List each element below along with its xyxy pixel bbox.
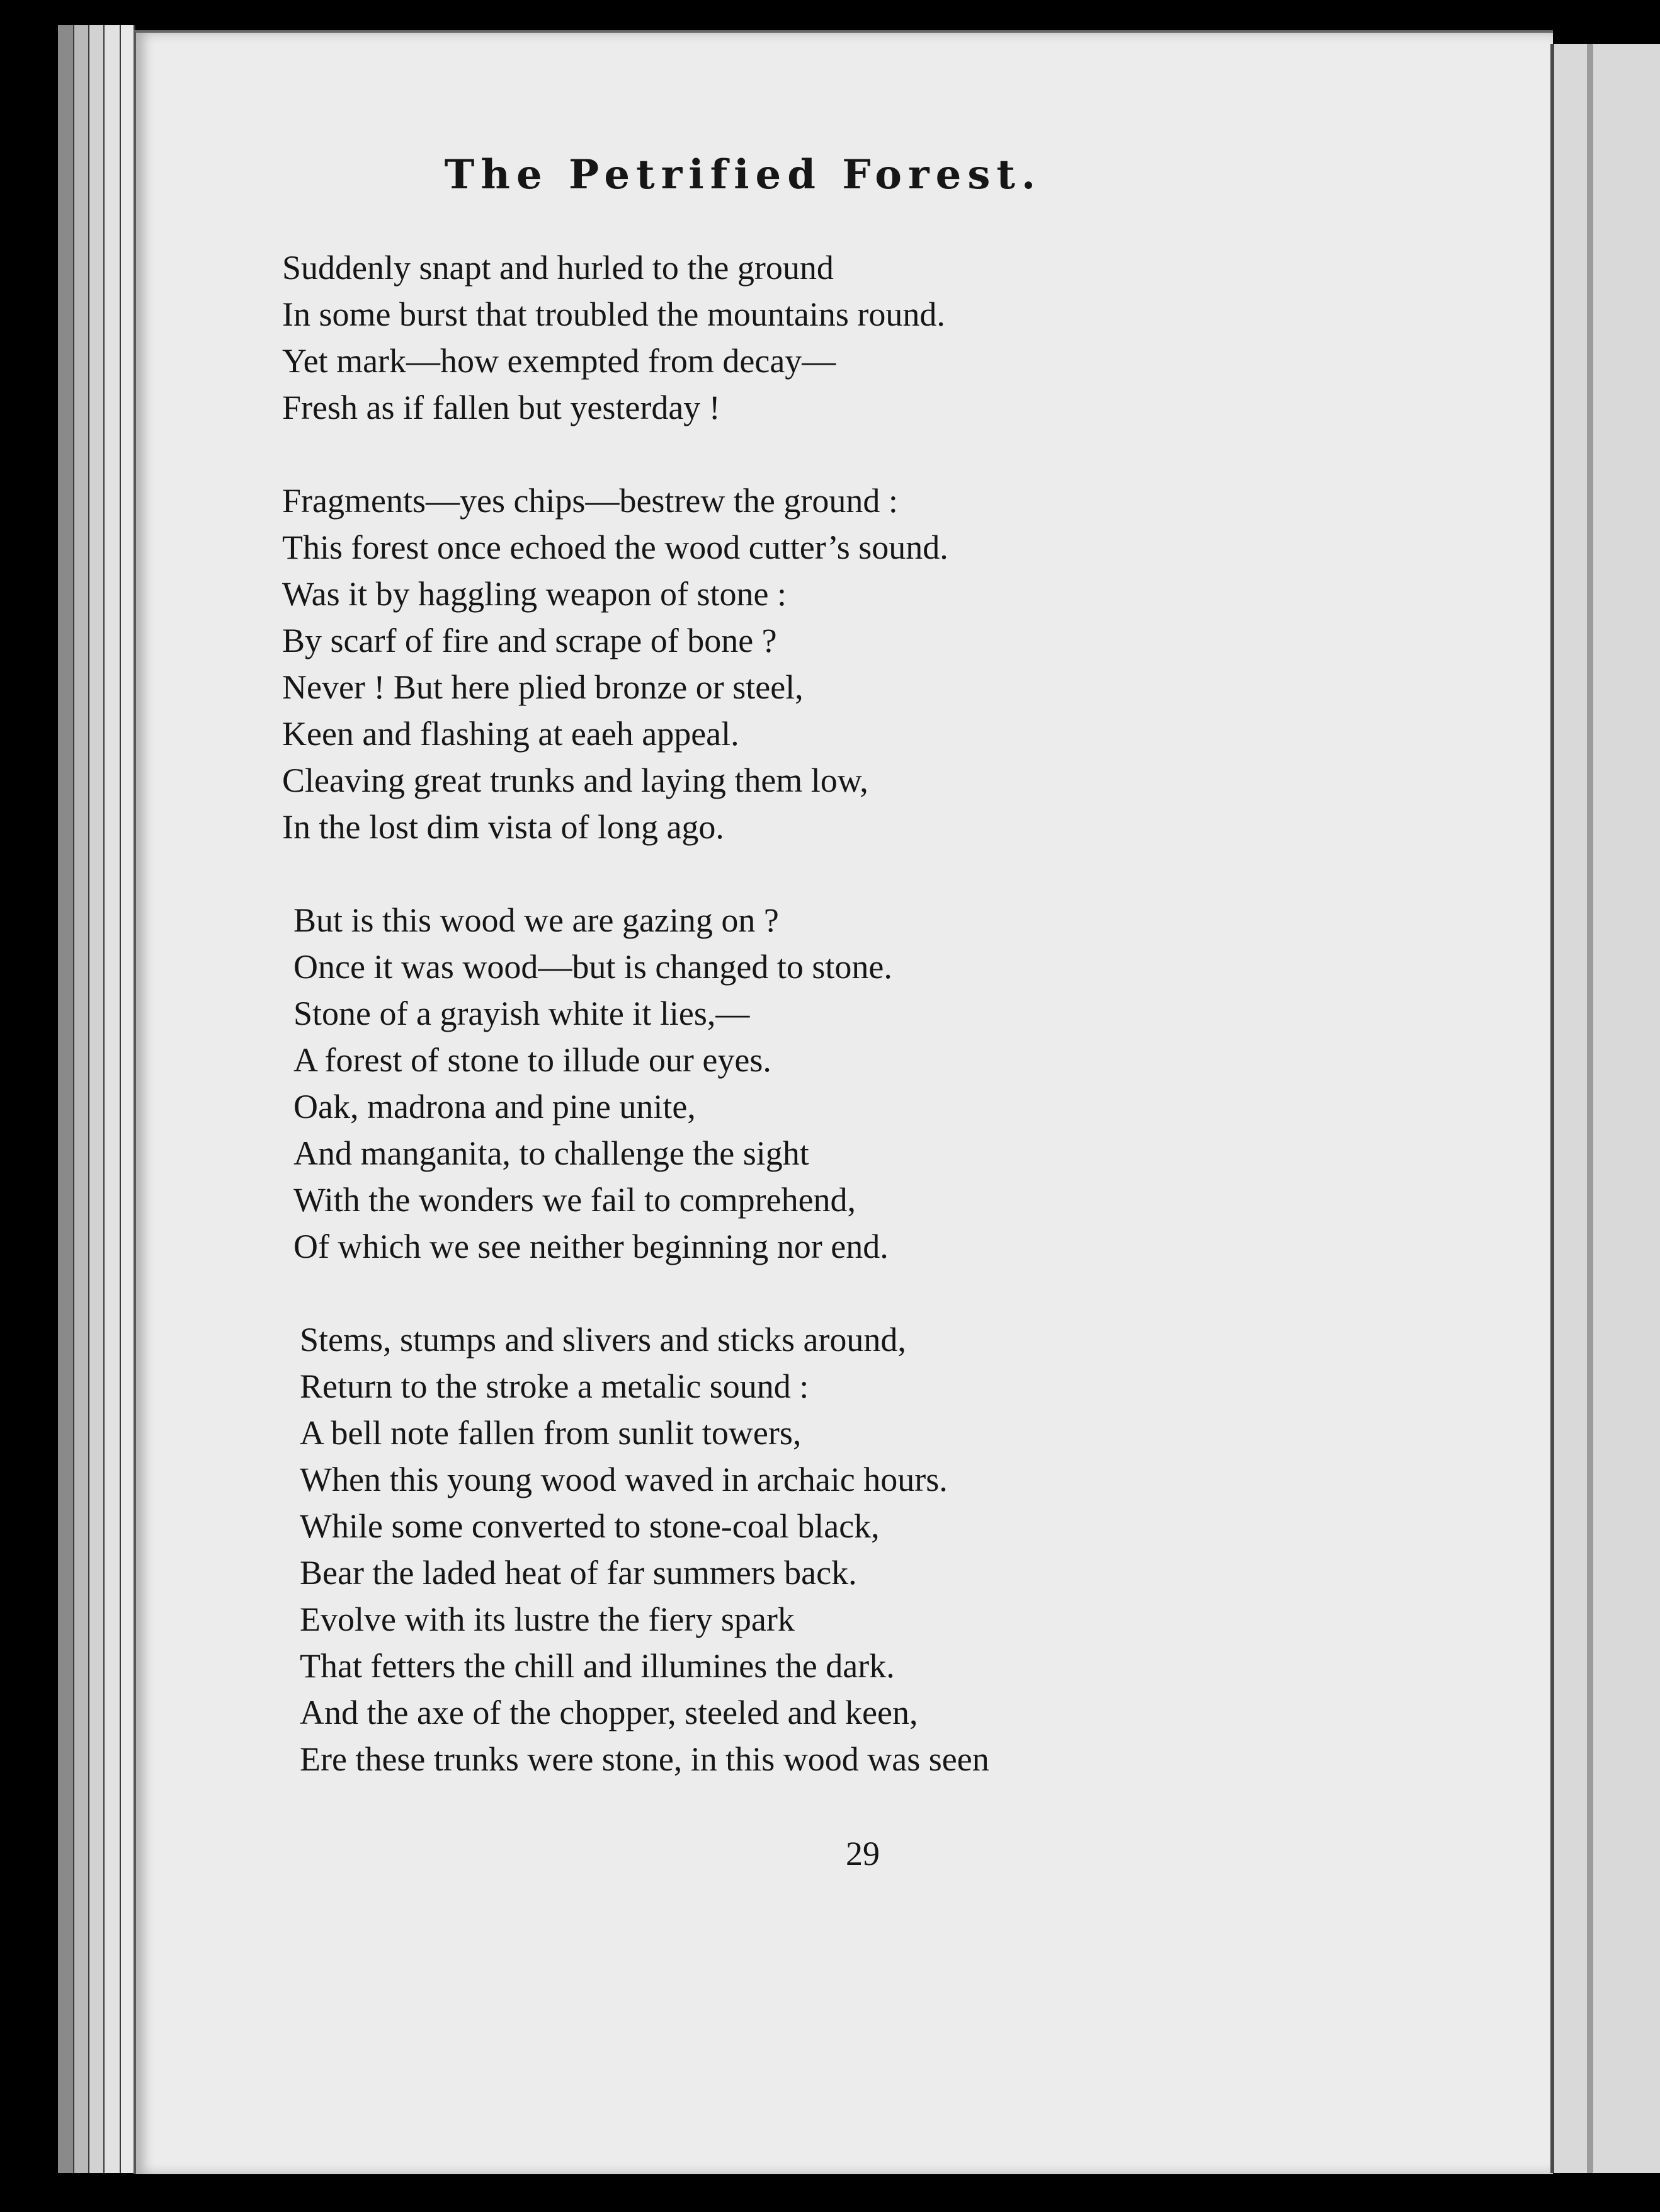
poem-line: Fresh as if fallen but yesterday !	[282, 389, 720, 426]
stanza	[282, 1316, 1290, 1782]
poem-line: Fragments—yes chips—bestrew the ground :	[282, 482, 898, 520]
poem-line: And the axe of the chopper, steeled and keen,	[300, 1694, 918, 1731]
poem-line: Cleaving great trunks and laying them low,	[282, 761, 868, 799]
poem-body	[282, 244, 1290, 1829]
poem-line: Return to the stroke a metalic sound :	[300, 1367, 809, 1405]
poem-line: Oak, madrona and pine unite,	[293, 1088, 696, 1126]
page-edge	[74, 25, 90, 2173]
poem-line: That fetters the chill and illumines the dark.	[300, 1647, 895, 1685]
stanza	[282, 897, 1290, 1270]
poem-line: Of which we see neither beginning nor end.	[293, 1228, 889, 1265]
poem-line: When this young wood waved in archaic hours.	[300, 1461, 948, 1498]
page-number: 29	[846, 1835, 880, 1873]
poem-line: Keen and flashing at eaeh appeal.	[282, 715, 739, 753]
poem-line: Bear the laded heat of far summers back.	[300, 1554, 857, 1592]
stanza	[282, 244, 1290, 431]
poem-line: Was it by haggling weapon of stone :	[282, 575, 787, 613]
poem-line: Ere these trunks were stone, in this wood was seen	[300, 1740, 989, 1778]
poem-line: In the lost dim vista of long ago.	[282, 808, 724, 846]
poem-line: This forest once echoed the wood cutter’s sound.	[282, 528, 948, 566]
stanza	[282, 477, 1290, 850]
poem-line: But is this wood we are gazing on ?	[293, 901, 779, 939]
page-title: The Petrified Forest.	[444, 151, 1042, 198]
page-edge	[58, 25, 75, 2173]
poem-line: In some burst that troubled the mountains round.	[282, 295, 945, 333]
poem-line: By scarf of fire and scrape of bone ?	[282, 622, 777, 659]
page-edge	[105, 25, 122, 2173]
poem-line: With the wonders we fail to comprehend,	[293, 1181, 856, 1219]
poem-line: A forest of stone to illude our eyes.	[293, 1041, 771, 1079]
page-edge	[89, 25, 105, 2173]
poem-line: Once it was wood—but is changed to stone.	[293, 948, 892, 986]
poem-line: And manganita, to challenge the sight	[293, 1134, 809, 1172]
poem-line: Stone of a grayish white it lies,—	[293, 995, 750, 1032]
poem-line: A bell note fallen from sunlit towers,	[300, 1414, 802, 1452]
poem-line: Never ! But here plied bronze or steel,	[282, 668, 804, 706]
poem-line: Stems, stumps and slivers and sticks around,	[300, 1321, 906, 1359]
poem-line: While some converted to stone-coal black,	[300, 1507, 880, 1545]
poem-line: Suddenly snapt and hurled to the ground	[282, 249, 834, 287]
poem-line: Evolve with its lustre the fiery spark	[300, 1600, 795, 1638]
poem-line: Yet mark—how exempted from decay—	[282, 342, 836, 380]
